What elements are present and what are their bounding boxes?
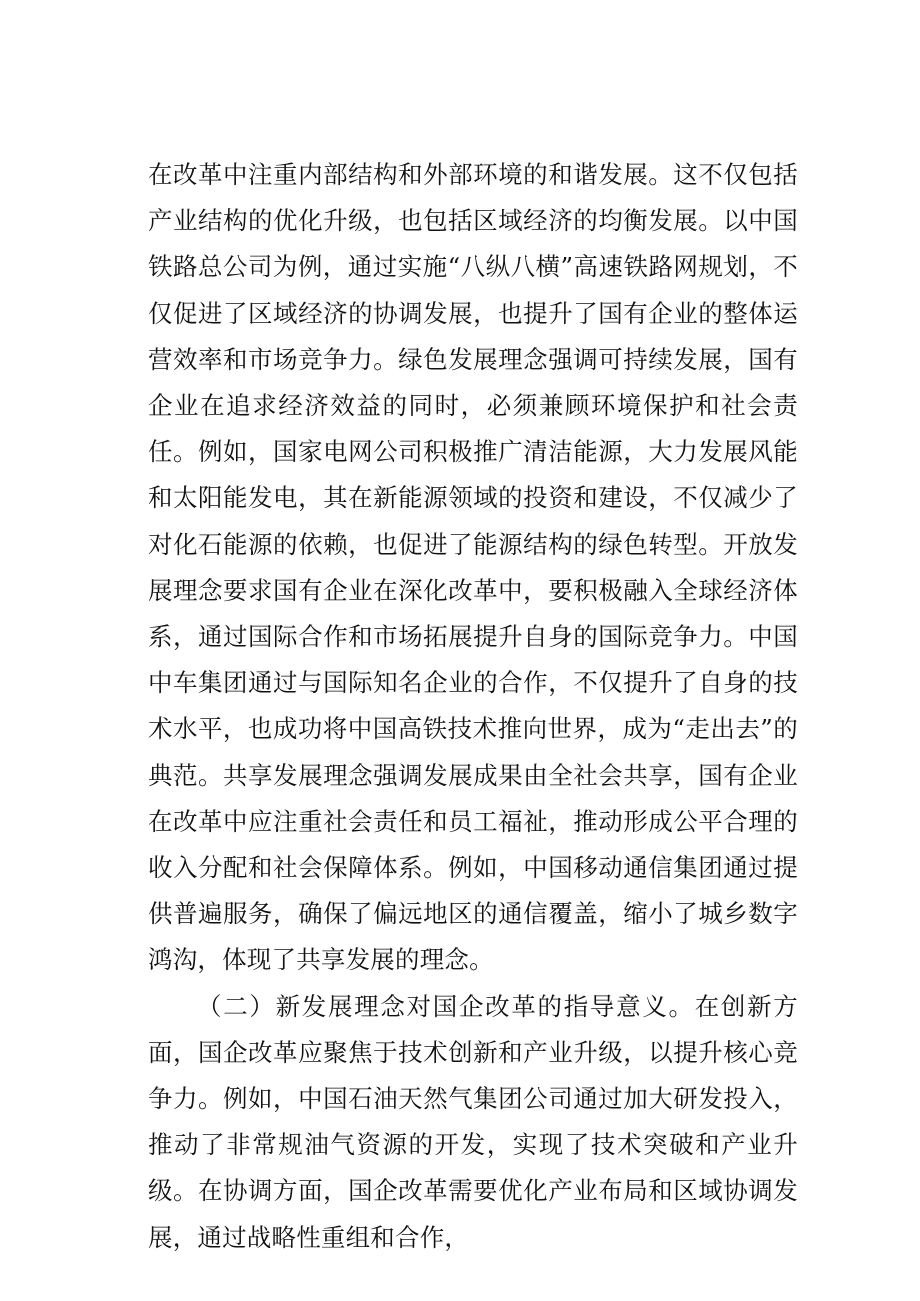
paragraph-continuation: 在改革中注重内部结构和外部环境的和谐发展。这不仅包括产业结构的优化升级，也包括区域经济的均衡发展。以中国铁路总公司为例，通过实施“八纵八横”高速铁路网规划，不仅促进了区域经济的协调发展，也提升了国有企业的整体运营效率和市场竞争力。绿色发展理念强调可持续发展，国有企业在追求经济效益的同时，必须兼顾环境保护和社会责任。例如，国家电网公司积极推广清洁能源，大力发展风能和太阳能发电，其在新能源领域的投资和建设，不仅减少了对化石能源的依赖，也促进了能源结构的绿色转型。开放发展理念要求国有企业在深化改革中，要积极融入全球经济体系，通过国际合作和市场拓展提升自身的国际竞争力。中国中车集团通过与国际知名企业的合作，不仅提升了自身的技术水平，也成功将中国高铁技术推向世界，成为“走出去”的典范。共享发展理念强调发展成果由全社会共享，国有企业在改革中应注重社会责任和员工福祉，推动形成公平合理的收入分配和社会保障体系。例如，中国移动通信集团通过提供普遍服务，确保了偏远地区的通信覆盖，缩小了城乡数字鸿沟，体现了共享发展的理念。: [148, 160, 798, 975]
document-body: [148, 152, 798, 1261]
paragraph-section-two: （二）新发展理念对国企改革的指导意义。在创新方面，国企改革应聚焦于技术创新和产业升级，以提升核心竞争力。例如，中国石油天然气集团公司通过加大研发投入，推动了非常规油气资源的开发，实现了技术突破和产业升级。在协调方面，国企改革需要优化产业布局和区域协调发展，通过战略性重组和合作，: [148, 991, 798, 1252]
